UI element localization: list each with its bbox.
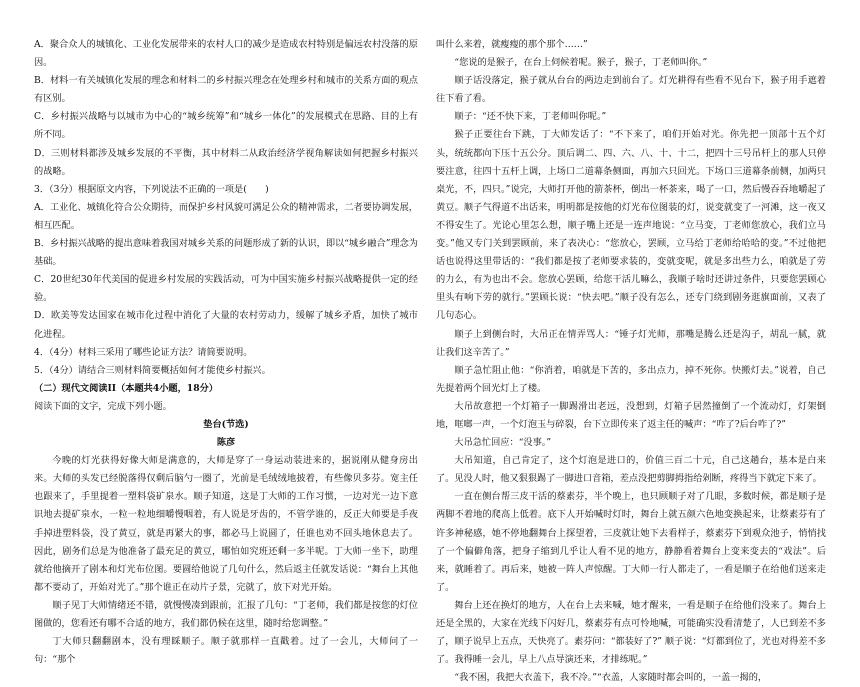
option-a-prev: A．聚合众人的城镇化、工业化发展带来的农村人口的减少是造成农村特别是偏远农村没落的原因。 [34,39,418,69]
question-3-option-b: B．乡村振兴战略的提出意味着我国对城乡关系的问题形成了新的认识，即以“城乡融合”理念为基础。 [34,238,418,268]
question-4: 4．（4分）材料三采用了哪些论证方法？请简要说明。 [34,346,253,358]
question-5: 5．（4分）请结合三则材料简要概括如何才能使乡村振兴。 [34,364,271,376]
option-c-prev: C．乡村振兴战略与以城市为中心的“城乡统筹”和“城乡一体化”的发展模式在思路、目的上有所不同。 [34,111,418,141]
passage-paragraph: 顺子话没落定，猴子就从台台的两边走到前台了。灯光耕得有些看不见台下，猴子用手遮着往下看了看。 [436,75,826,105]
left-column [34,36,418,666]
passage-paragraph: “我不困，我把大衣盖下，我不冷。”“衣盖，人家随时都会叫的，一盖一揭的， [454,672,768,684]
passage-paragraph: 叫什么来着，就瘦瘦的那个那个……” [436,39,588,50]
passage-paragraph: 大吊故意把一个灯箱子一脚踢滑出老远，没想到，灯箱子居然撞倒了一个流动灯，灯架倒地，哐啷一声，一个灯泡玉与碎裂，台下立即传来了返主任的喊声：“咋了?后台咋了?” [436,400,826,430]
passage-paragraph: 顺子：“还不快下来，丁老师叫你呢。” [454,111,607,123]
passage-paragraph: 顺子急忙阻止他：“你消着，咱就是下苦的，多出点力，掉不死你。快搬灯去。”说着，自己先提着两个回光灯上了楼。 [436,364,826,394]
passage-title: 垫台(节选) [203,418,249,430]
passage-paragraph: 顺子上到侧台时，大吊正在情弄骂人：“锤子灯光师，那嘴是腾么还是沟子，胡乱一腻，就让我们这辛苦了。” [436,328,826,358]
passage-paragraph: 丁大师只翻翻剧本，没有理睬顺子。顺子就那样一直戳着。过了一会儿，大师问了一句：“那个 [34,636,418,666]
passage-author: 陈彦 [216,437,236,449]
question-3: 3．（3分）根据原文内容，下列说法不正确的一项是( ) [34,183,269,195]
reading-instruction: 阅读下面的文字，完成下列小题。 [34,400,172,412]
question-3-option-a: A．工业化、城镇化符合公众期待，而保护乡村风貌可满足公众的精神需求，二者要协调发展，相互匹配。 [34,201,418,231]
passage-paragraph: 顺子见丁大师情绪还不错，就慢慢凑到跟前，汇报了几句：“丁老师，我们都是按您的灯位图做的，您看还有哪不合适的地方，我们都仍候在这里，随时给您调整。” [34,599,418,629]
option-d-prev: D．三则材料都涉及城乡发展的不平衡，其中材料二从政治经济学视角解读如何把握乡村振兴的战略。 [34,147,418,177]
passage-paragraph: 猴子正要往台下跳，丁大师发话了：“不下来了，咱们开始对光。你先把一顶部十五个灯头，统统都向下压十五公分。顶后调二、四、六、八、十、十二，把四十三号吊杆上的那人只停要注意，往四十五杆上调，上场口二道幕条侧面，再加六只回光。下场口三道幕条前侧，加两只桌光，不，四只。”说完，大师打开他的箭茶杯，倒出一杯茶来，喝了一口，然后慢吞吞地嚼起了黄豆。顺子气得道不出话来，明明都是按他的灯光布位图装的灯，说变就变了一河滩，这一夜又不得安生了。光论心里怎么想，顺子嘴上还是一连声地说：“立马变，丁老师您放心，我们立马变。”他又专门关到罢顾前，来了表决心：“您放心，罢顾，立马给丁老师给哈哈的变。”不过他把话也说得这里带话的：“我们都是按了老师要求装的，变就变呢，就是多出些力么，咱就是了劳的力么，有为也出不会。您放心罢顾，给您干活儿嘛么，我顺子啥时还讲过条件，只要您罢顾心里头有响下劳的就行。”罢顾长说：“快去吧。”顺子没有怎么，还专门绕到剧务逛旗面前，又表了几句态心。 [436,129,826,322]
right-column [436,36,826,684]
option-b-prev: B．材料一有关城镇化发展的理念和材料二的乡村振兴理念在处理乡村和城市的关系方面的观点有区别。 [34,75,418,105]
passage-paragraph: 舞台上还在换灯的地方，人在台上去来喊，她才醒来，一看是顺子在给他们没来了。舞台上还是全黑的，大家在光线下闪好几，蔡素芬有点可怜地喊，可能确实没看清楚了，人已到差不多了，顺子说早上五点，天快亮了。素芬问：“都装好了?” 顺子说：“灯都到位了，光也对得差不多了。我得睡一会儿，早上八点导演还来，才排练呢。” [436,599,826,666]
passage-paragraph: 一直在侧台帮三皮干活的蔡素芬，半个晚上，也只顾顺子对了几眼，多数时候，都是顺子是两脚不着地的爬高上低着。底下人开始喊时灯时，舞台上就五颜六色地变换起来，让蔡素芬有了许多神秘感，她不停地翻舞台上探望着，三皮就让她下去看样子，蔡素芬下到观众池子，悄悄找了一个偏僻角落，把身子缩到几乎让人看不见的地方，静静看着舞台上变来变去的“戏法”。后来，就睡着了。再后来，她被一阵人声惊醒。丁大师一行人都走了，一看是顺子在给他们送来走了。 [436,491,826,593]
passage-paragraph: 大吊知道，自己肯定了，这个灯泡是进口的，价值三百二十元，自己这趟台，基本是白来了。见没人时，他又狠狠踢了一脚进口音箱，差点没把剪脚拇指给剁断，疼得当下就定下来了。 [436,455,826,485]
question-3-option-c: C．20世纪30年代美国的促进乡村发展的实践活动，可为中国实施乡村振兴战略提供一定的经验。 [34,274,418,304]
passage-paragraph: “您说的是猴子，在台上伺候着呢。猴子，猴子，丁老师叫你。” [454,57,708,69]
question-3-option-d: D．欧美等发达国家在城市化过程中消化了大量的农村劳动力，缓解了城乡矛盾，加快了城市化进程。 [34,310,418,340]
section-heading: （二）现代文阅读II（本题共4小题，18分） [34,382,218,394]
passage-paragraph: 今晚的灯光获得好像大师是满意的，大师是穿了一身运动装进来的，据说刚从健身房出来。大师的头发已经脱落得仅剩后脑勺一圈了，光前是毛绒绒地披着，有些像贝多芬。宽主任也跟来了，手里提着一塑料袋矿泉水。顺子知道，这是丁大师的工作习惯，一边对光一边下意识地去提矿泉水，一粒一粒地细嚼慢咽着，有人说是牙齿的，不管学谁的，反正大师要是手夜手掉进塑料袋，没了黄豆，就是再紧大的事，都必马上说圆了，任谁也劝不回头地休息去了。因此，剧务们总是为他准备了最充足的黄豆，哪怕如究班还剩一多半呢。丁大师一坐下，助理就给他摘开了剧本和灯光布位图。要圆给他说了几句什么，然后返主任就发话说：“舞台上其他都不要动了，开始对光了。”那个谁正在动片子景，完就了，放下对光开始。 [34,455,418,593]
passage-paragraph: 大吊急忙回应：“没事。” [454,437,552,449]
